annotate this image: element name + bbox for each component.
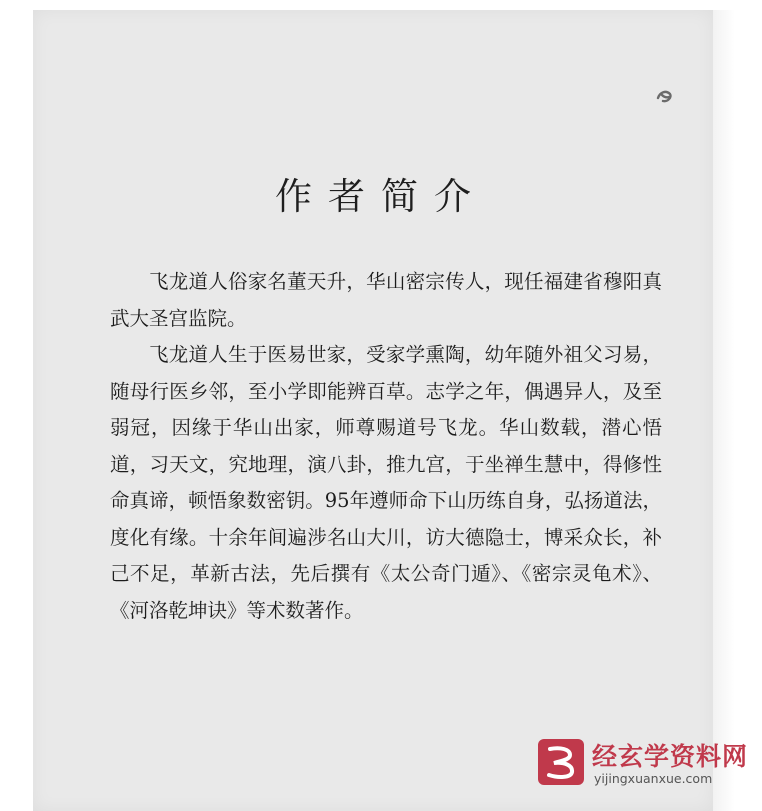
page-edge-shadow — [713, 10, 735, 811]
yijing-logo-icon — [536, 737, 586, 787]
author-bio — [110, 264, 662, 629]
watermark-url: yijingxuanxue.com — [594, 771, 713, 786]
page-title: 作者简介 — [275, 175, 487, 218]
bio-paragraph-2: 飞龙道人生于医易世家，受家学熏陶，幼年随外祖父习易，随母行医乡邻，至小学即能辨百草。志学之年，偶遇异人，及至弱冠，因缘于华山出家，师尊赐道号飞龙。华山数载，潜心悟道，习天文，究地理，演八卦，推九宫，于坐禅生慧中，得修性命真谛，顿悟象数密钥。95年遵师命下山历练自身，弘扬道法，度化有缘。十余年间遍涉名山大川，访大德隐士，博采众长，补己不足，革新古法，先后撰有《太公奇门遁》、《密宗灵龟术》、《河洛乾坤诀》等术数著作。 — [110, 343, 662, 622]
bio-paragraph-1: 飞龙道人俗家名董天升，华山密宗传人，现任福建省穆阳真武大圣宫监院。 — [110, 270, 662, 330]
site-watermark — [536, 737, 749, 791]
watermark-site-name: 经玄学资料网 — [592, 742, 749, 771]
ink-mark-icon — [654, 86, 676, 108]
